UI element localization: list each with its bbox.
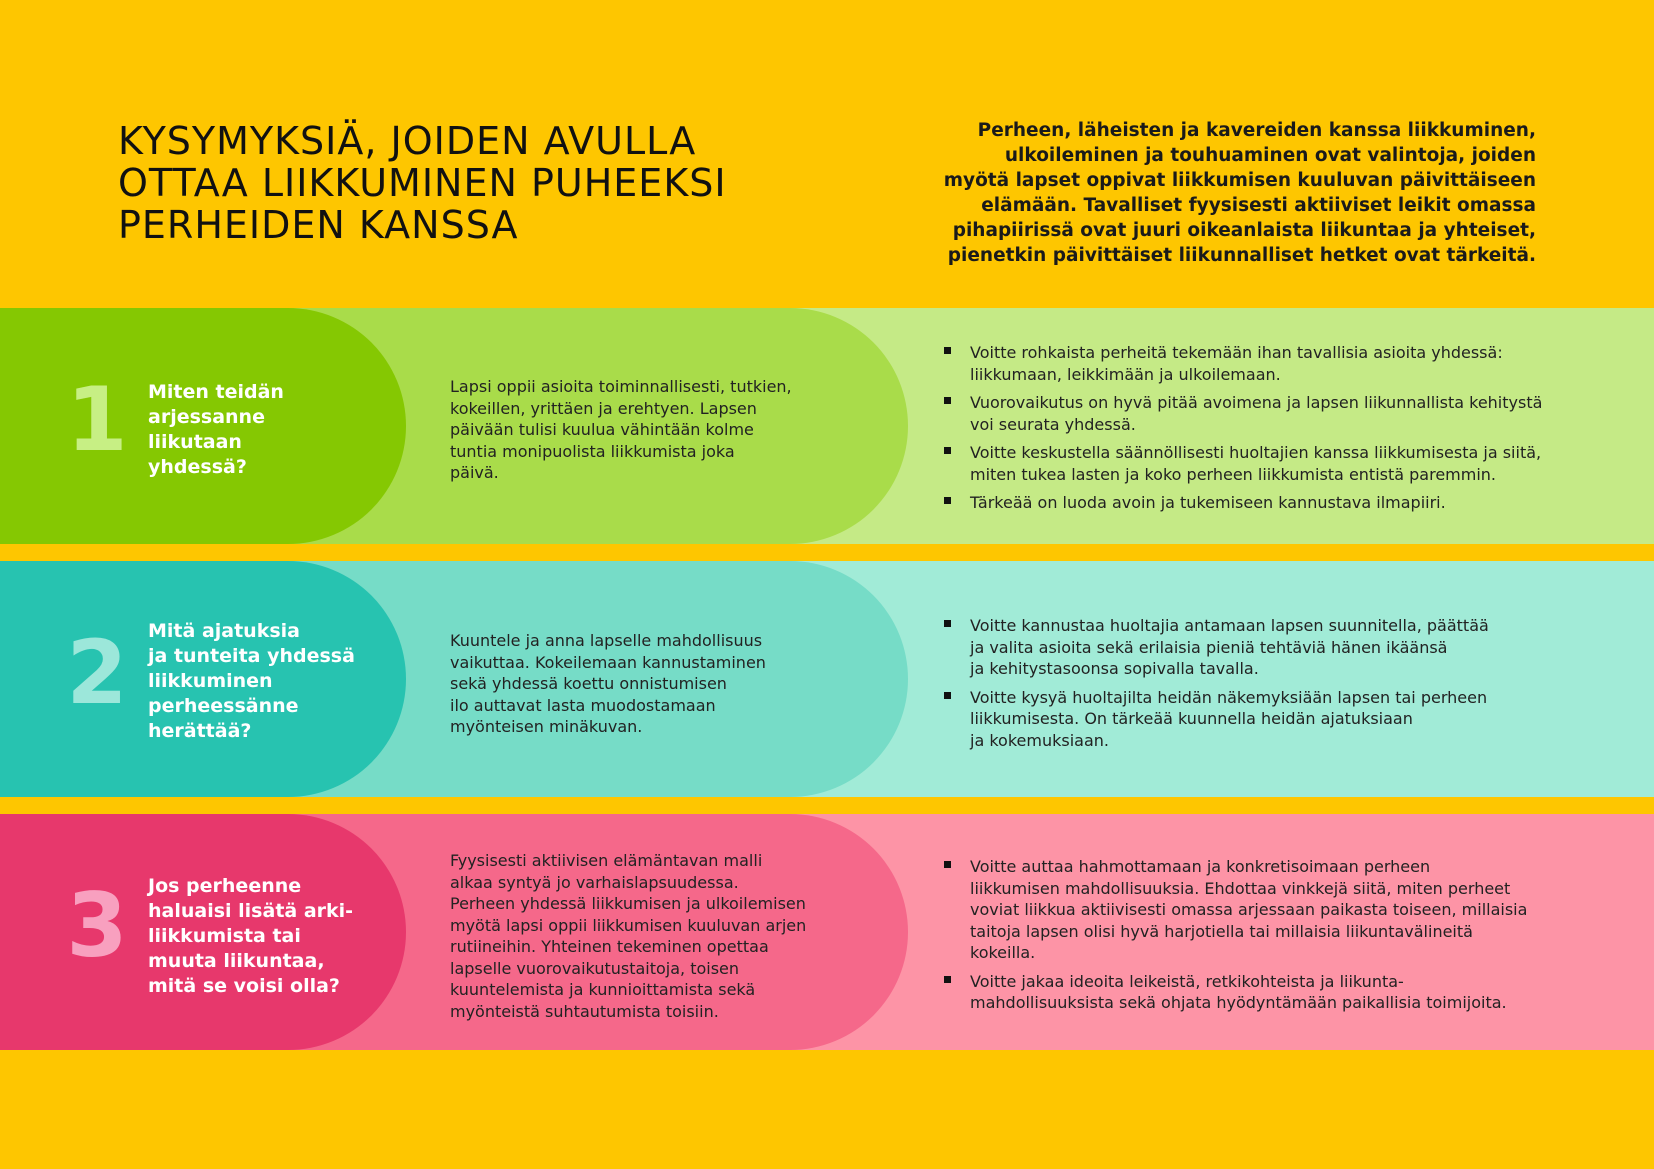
tip-line: Vuorovaikutus on hyvä pitää avoimena ja lapsen liikunnallista kehitystä [970, 393, 1543, 412]
intro-line: myötä lapset oppivat liikkumisen kuuluvan päivittäiseen [943, 170, 1536, 191]
text-line: rutiineihin. Yhteinen tekeminen opettaa [450, 937, 769, 956]
square-bullet-icon [944, 447, 951, 454]
tip-line: ja kehitystasoonsa sopivalla tavalla. [970, 659, 1259, 678]
tip-item [946, 687, 1606, 752]
question-row-1 [0, 308, 1654, 544]
question-line: Jos perheenne [148, 875, 302, 897]
question-line: mitä se voisi olla? [148, 975, 340, 997]
question-line: liikkumista tai [148, 925, 301, 947]
text-line: kokeillen, yrittäen ja erehtyen. Lapsen [450, 398, 757, 418]
text-line: Kuuntele ja anna lapselle mahdollisuus [450, 631, 763, 650]
text-line: lapselle vuorovaikutustaitoja, toisen [450, 958, 740, 978]
title-line: KYSYMYKSIÄ, JOIDEN AVULLA [118, 119, 697, 163]
question-line: herättää? [148, 720, 252, 742]
tip-line: miten tukea lasten ja koko perheen liikkumista entistä paremmin. [970, 464, 1497, 484]
question-line: arjessanne [148, 406, 265, 428]
text-line: ilo auttavat lasta muodostamaan [450, 695, 716, 715]
tip-item [946, 342, 1606, 385]
tip-item [946, 492, 1606, 514]
text-line: myötä lapsi oppii liikkumisen kuuluvan arjen [450, 915, 807, 935]
intro-line: ulkoileminen ja touhuaminen ovat valintoja, joiden [1004, 145, 1536, 166]
square-bullet-icon [944, 347, 951, 354]
square-bullet-icon [944, 497, 951, 504]
tip-line: Voitte jakaa ideoita leikeistä, retkikohteista ja liikunta- [970, 971, 1404, 991]
text-line: kuuntelemista ja kunnioittamista sekä [450, 980, 756, 999]
page-title [118, 120, 727, 246]
tip-line: Voitte keskustella säännöllisesti huoltajien kanssa liikkumisesta ja siitä, [970, 443, 1542, 462]
text-line: vaikuttaa. Kokeilemaan kannustaminen [450, 652, 766, 672]
question-text [148, 619, 368, 744]
intro-line: pienetkin päivittäiset liikunnalliset hetket ovat tärkeitä. [947, 245, 1536, 266]
tip-line: voviat liikkua aktiivisesti omassa arjessaan paikasta toiseen, millaisia [970, 900, 1528, 919]
tip-text [970, 615, 1606, 680]
square-bullet-icon [944, 397, 951, 404]
text-line: myönteisen minäkuvan. [450, 717, 643, 736]
text-line: alkaa syntyä jo varhaislapsuudessa. [450, 872, 739, 892]
tips-list [946, 342, 1606, 521]
tip-line: liikkumisesta. On tärkeää kuunnella heidän ajatuksiaan [970, 709, 1413, 728]
text-line: Lapsi oppii asioita toiminnallisesti, tutkien, [450, 377, 792, 396]
question-line: perheessänne [148, 695, 299, 717]
title-line: OTTAA LIIKKUMINEN PUHEEKSI [118, 161, 727, 205]
question-number: 2 [66, 621, 128, 724]
question-line: haluaisi lisätä arki- [148, 900, 354, 922]
text-line: Fyysisesti aktiivisen elämäntavan malli [450, 851, 763, 870]
tip-item [946, 392, 1606, 435]
explanation-text [450, 850, 850, 1022]
question-row-2 [0, 561, 1654, 797]
explanation-text [450, 376, 850, 484]
text-line: päivä. [450, 463, 499, 482]
tip-text [970, 856, 1606, 964]
tip-line: liikkumisen mahdollisuuksia. Ehdottaa vinkkejä siitä, miten perheet [970, 878, 1511, 898]
tip-text [970, 442, 1606, 485]
text-line: tuntia monipuolista liikkumista joka [450, 441, 735, 461]
square-bullet-icon [944, 861, 951, 868]
question-line: Mitä ajatuksia [148, 620, 300, 642]
tip-line: Tärkeää on luoda avoin ja tukemiseen kannustava ilmapiiri. [970, 493, 1446, 512]
square-bullet-icon [944, 620, 951, 627]
tip-line: ja valita asioita sekä erilaisia pieniä tehtäviä hänen ikäänsä [970, 637, 1448, 657]
tips-list [946, 615, 1606, 758]
tip-line: mahdollisuuksista sekä ohjata hyödyntämään paikallisia toimijoita. [970, 993, 1507, 1012]
tips-list [946, 856, 1606, 1021]
tip-text [970, 492, 1606, 514]
tip-item [946, 442, 1606, 485]
question-text [148, 380, 368, 480]
tip-text [970, 971, 1606, 1014]
question-number: 3 [66, 874, 128, 977]
tip-item [946, 856, 1606, 964]
question-row-3 [0, 814, 1654, 1050]
intro-line: elämään. Tavalliset fyysisesti aktiiviset leikit omassa [981, 195, 1536, 216]
tip-line: Voitte kannustaa huoltajia antamaan lapsen suunnitella, päättää [970, 616, 1489, 635]
title-line: PERHEIDEN KANSSA [118, 203, 519, 247]
tip-text [970, 392, 1606, 435]
tip-line: taitoja lapsen olisi hyvä harjotiella tai millaisia liikuntavälineitä [970, 921, 1473, 941]
tip-text [970, 687, 1606, 752]
question-line: ja tunteita yhdessä [148, 645, 355, 667]
tip-item [946, 971, 1606, 1014]
text-line: Perheen yhdessä liikkumisen ja ulkoilemisen [450, 894, 806, 913]
tip-line: voi seurata yhdessä. [970, 414, 1136, 434]
intro-line: Perheen, läheisten ja kavereiden kanssa liikkuminen, [977, 120, 1536, 141]
question-text [148, 874, 368, 999]
explanation-text [450, 630, 850, 738]
question-line: Miten teidän [148, 381, 284, 403]
question-line: muuta liikuntaa, [148, 950, 325, 972]
tip-item [946, 615, 1606, 680]
question-number: 1 [66, 368, 128, 471]
question-line: liikutaan [148, 431, 242, 453]
text-line: myönteistä suhtautumista toisiin. [450, 1001, 719, 1021]
question-line: yhdessä? [148, 456, 247, 478]
square-bullet-icon [944, 976, 951, 983]
intro-line: pihapiirissä ovat juuri oikeanlaista liikuntaa ja yhteiset, [952, 220, 1536, 241]
text-line: sekä yhdessä koettu onnistumisen [450, 674, 727, 693]
question-line: liikkuminen [148, 670, 273, 692]
square-bullet-icon [944, 692, 951, 699]
tip-line: Voitte auttaa hahmottamaan ja konkretisoimaan perheen [970, 857, 1431, 876]
tip-line: kokeilla. [970, 943, 1036, 962]
tip-text [970, 342, 1606, 385]
tip-line: liikkumaan, leikkimään ja ulkoilemaan. [970, 364, 1281, 384]
tip-line: Voitte rohkaista perheitä tekemään ihan tavallisia asioita yhdessä: [970, 343, 1503, 362]
tip-line: Voitte kysyä huoltajilta heidän näkemyksiään lapsen tai perheen [970, 687, 1488, 707]
tip-line: ja kokemuksiaan. [970, 730, 1109, 750]
intro-paragraph [896, 118, 1536, 268]
text-line: päivään tulisi kuulua vähintään kolme [450, 420, 754, 439]
